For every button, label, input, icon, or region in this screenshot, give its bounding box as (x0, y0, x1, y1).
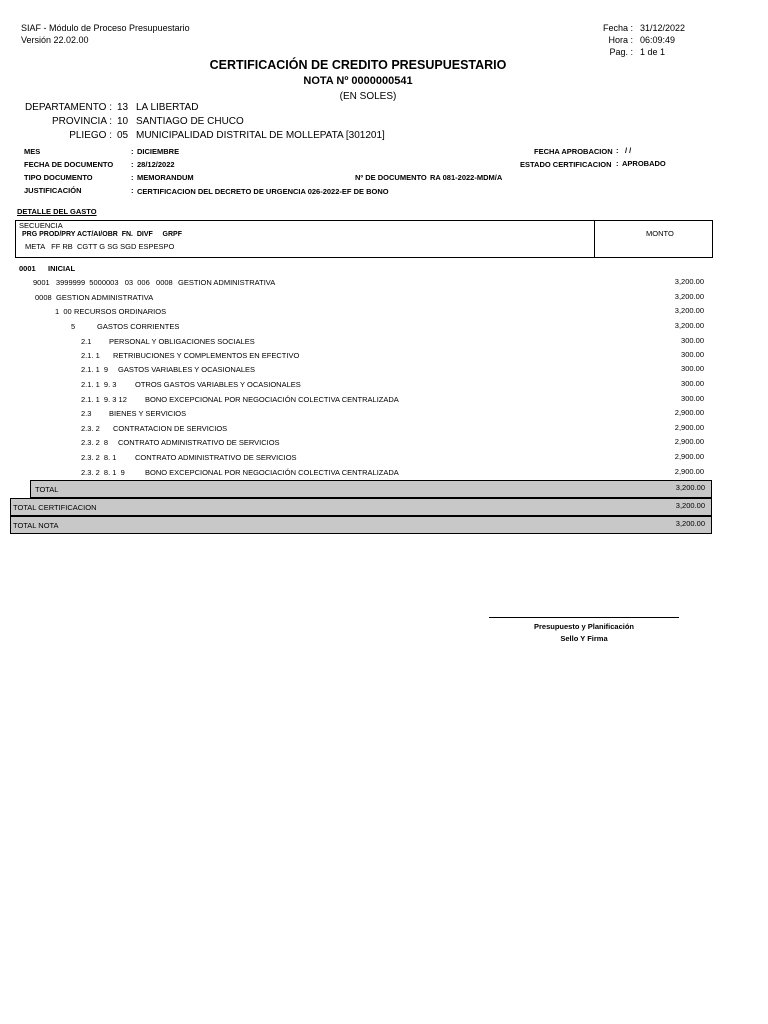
pliego-code: 05 (117, 130, 129, 141)
system-version: Versión 22.02.00 (21, 35, 89, 45)
column-header-line2: META FF RB CGTT G SG SGD ESPESPO (25, 242, 175, 251)
total-nota-amount: 3,200.00 (675, 519, 705, 528)
row-code: 2.1 (81, 337, 92, 346)
total-row (30, 480, 712, 498)
row-code: 0008 (35, 293, 52, 302)
row-description: CONTRATACION DE SERVICIOS (113, 424, 228, 433)
total-nota-row (10, 516, 712, 534)
row-description: GASTOS VARIABLES Y OCASIONALES (118, 365, 255, 374)
row-description: BIENES Y SERVICIOS (109, 409, 187, 418)
hora-label: Hora : (608, 35, 633, 45)
provincia-label: PROVINCIA : (51, 116, 112, 127)
row-code: 2.3. 2 8. 1 9 (81, 468, 125, 477)
row-description: CONTRATO ADMINISTRATIVO DE SERVICIOS (135, 453, 297, 462)
pag-value: 1 de 1 (640, 47, 666, 57)
detalle-title: DETALLE DEL GASTO (17, 207, 97, 216)
row-description: RECURSOS ORDINARIOS (74, 307, 167, 316)
estado-value: APROBADO (622, 159, 666, 168)
row-amount: 2,900.00 (674, 467, 704, 476)
row-code: 2.1. 1 9 (81, 365, 109, 374)
sequence-code: 0001 (19, 264, 36, 273)
total-nota-label: TOTAL NOTA (13, 521, 59, 530)
justificacion-value: CERTIFICACION DEL DECRETO DE URGENCIA 026-2022-EF DE BONO (137, 187, 389, 196)
row-code: 2.3. 2 (81, 424, 100, 433)
row-code: 2.3. 2 8. 1 (81, 453, 117, 462)
nota-number: NOTA Nº 0000000541 (303, 75, 413, 87)
departamento-name: LA LIBERTAD (136, 102, 199, 113)
row-code: 2.1. 1 9. 3 (81, 380, 117, 389)
row-description: RETRIBUCIONES Y COMPLEMENTOS EN EFECTIVO (113, 351, 300, 360)
row-code: 2.3 (81, 409, 92, 418)
total-amount: 3,200.00 (675, 483, 705, 492)
hora-value: 06:09:49 (640, 35, 676, 45)
row-description: CONTRATO ADMINISTRATIVO DE SERVICIOS (118, 438, 280, 447)
tipo-doc-value: MEMORANDUM (137, 173, 194, 182)
row-amount: 300.00 (681, 350, 704, 359)
row-amount: 3,200.00 (674, 292, 704, 301)
row-code: 2.1. 1 (81, 351, 100, 360)
total-certificacion-row (10, 498, 712, 516)
row-amount: 3,200.00 (674, 321, 704, 330)
row-amount: 3,200.00 (674, 306, 704, 315)
detalle-header-divider (594, 220, 595, 257)
row-amount: 2,900.00 (674, 423, 704, 432)
num-doc-value: RA 081-2022-MDM/A (430, 173, 503, 182)
fecha-value: 31/12/2022 (640, 23, 686, 33)
document-title: CERTIFICACIÓN DE CREDITO PRESUPUESTARIO (209, 58, 507, 72)
column-header-line1: PRG PROD/PRY ACT/AI/OBR FN. DIVF GRPF (22, 231, 182, 238)
row-amount: 300.00 (681, 336, 704, 345)
colon: : (131, 147, 134, 156)
row-amount: 300.00 (681, 379, 704, 388)
row-description: GASTOS CORRIENTES (97, 322, 180, 331)
system-name: SIAF - Módulo de Proceso Presupuestario (21, 23, 190, 33)
row-description: GESTION ADMINISTRATIVA (56, 293, 154, 302)
fecha-doc-value: 28/12/2022 (137, 160, 175, 169)
colon: : (616, 146, 619, 155)
tipo-doc-label: TIPO DOCUMENTO (24, 173, 93, 182)
justificacion-label: JUSTIFICACIÓN (24, 186, 82, 195)
row-amount: 2,900.00 (674, 437, 704, 446)
signature-subtitle: Sello Y Firma (560, 634, 608, 643)
departamento-code: 13 (117, 102, 129, 113)
total-certificacion-label: TOTAL CERTIFICACION (13, 503, 97, 512)
departamento-label: DEPARTAMENTO : (24, 102, 112, 113)
colon: : (616, 159, 619, 168)
row-code: 2.3. 2 8 (81, 438, 109, 447)
row-description: OTROS GASTOS VARIABLES Y OCASIONALES (135, 380, 301, 389)
estado-label: ESTADO CERTIFICACION (520, 160, 612, 169)
row-code: 5 (71, 322, 76, 331)
signature-line (489, 617, 679, 618)
row-amount: 2,900.00 (674, 452, 704, 461)
row-amount: 300.00 (681, 364, 704, 373)
row-amount: 300.00 (681, 394, 704, 403)
fecha-aprob-label: FECHA APROBACION (534, 147, 613, 156)
pliego-name: MUNICIPALIDAD DISTRITAL DE MOLLEPATA [301201] (136, 130, 385, 141)
colon: : (131, 173, 134, 182)
provincia-name: SANTIAGO DE CHUCO (136, 116, 244, 127)
signature-title: Presupuesto y Planificación (533, 622, 635, 631)
fecha-doc-label: FECHA DE DOCUMENTO (24, 160, 114, 169)
secuencia-label: SECUENCIA (19, 221, 63, 230)
provincia-code: 10 (117, 116, 129, 127)
row-amount: 3,200.00 (674, 277, 704, 286)
currency-note: (EN SOLES) (339, 91, 397, 102)
detalle-header-box (15, 220, 713, 258)
total-label: TOTAL (35, 485, 59, 494)
colon: : (131, 160, 134, 169)
row-description: GESTION ADMINISTRATIVA (178, 278, 276, 287)
sequence-label: INICIAL (48, 264, 76, 273)
row-description: BONO EXCEPCIONAL POR NEGOCIACIÓN COLECTIVA CENTRALIZADA (145, 468, 399, 477)
pag-label: Pag. : (609, 47, 633, 57)
colon: : (131, 186, 134, 195)
row-description: PERSONAL Y OBLIGACIONES SOCIALES (109, 337, 255, 346)
row-code: 1 00 (55, 307, 72, 316)
mes-label: MES (24, 147, 41, 156)
total-certificacion-amount: 3,200.00 (675, 501, 705, 510)
row-description: BONO EXCEPCIONAL POR NEGOCIACIÓN COLECTIVA CENTRALIZADA (145, 395, 399, 404)
mes-value: DICIEMBRE (137, 147, 180, 156)
pliego-label: PLIEGO : (69, 130, 112, 141)
num-doc-label: Nº DE DOCUMENTO (355, 173, 427, 182)
row-amount: 2,900.00 (674, 408, 704, 417)
row-code: 2.1. 1 9. 3 12 (81, 395, 127, 404)
fecha-aprob-value: / / (625, 146, 632, 155)
monto-header: MONTO (646, 229, 674, 238)
fecha-label: Fecha : (602, 23, 633, 33)
row-code: 9001 3999999 5000003 03 006 0008 (33, 278, 173, 287)
